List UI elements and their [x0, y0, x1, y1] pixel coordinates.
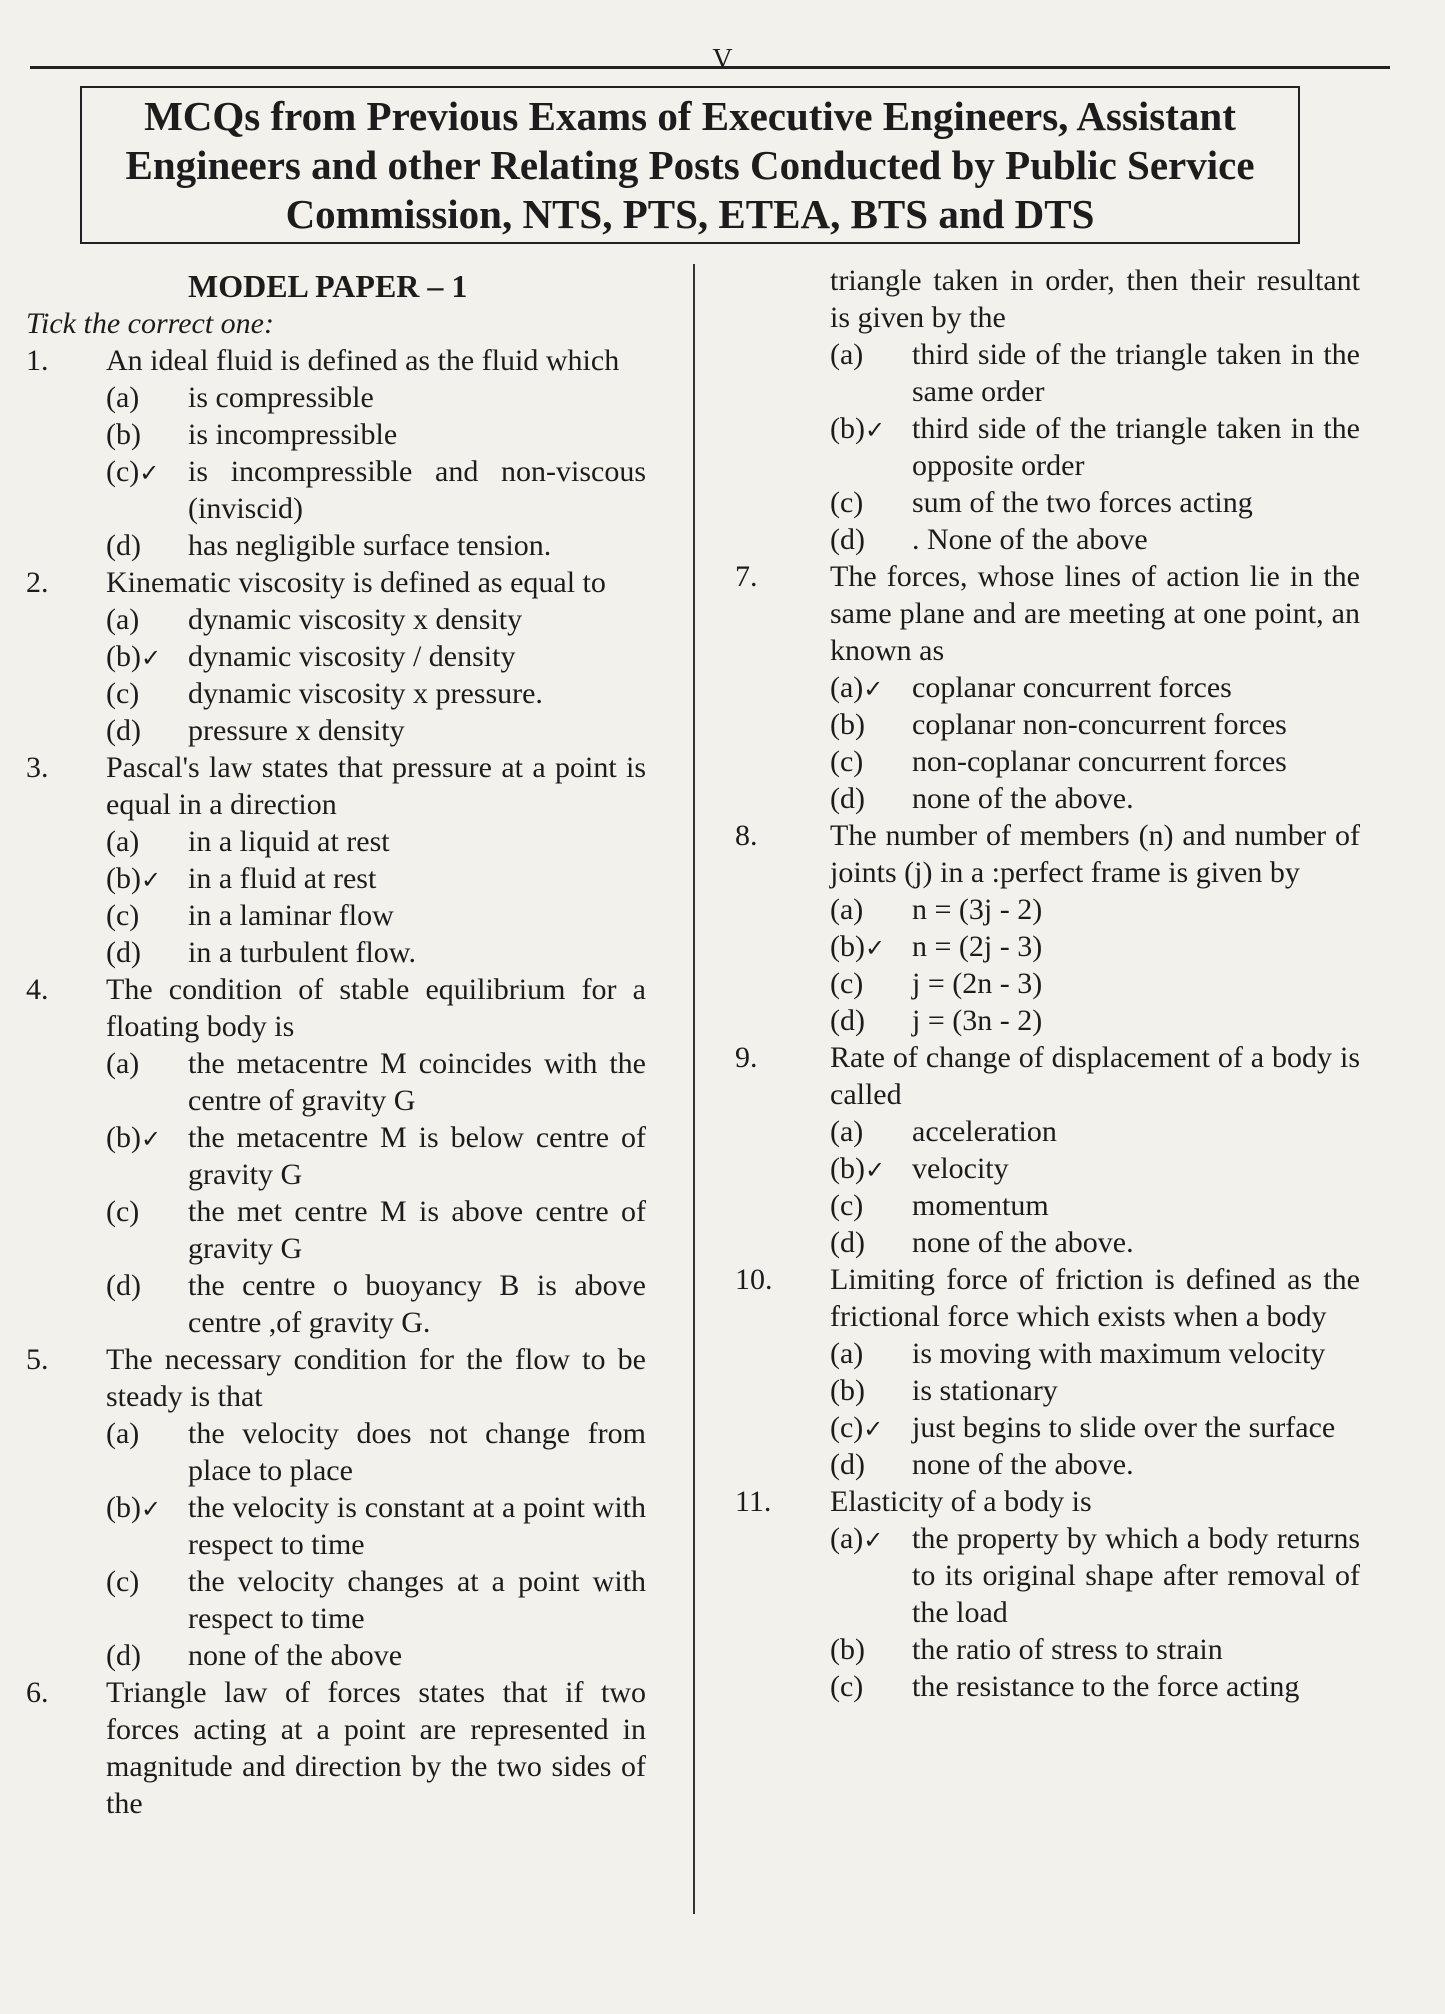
option-letter: (c)	[106, 677, 140, 710]
option-letter: (d)	[106, 529, 141, 562]
option-text: third side of the triangle taken in the opposite order	[912, 412, 1360, 482]
option-letter: (b)	[106, 418, 141, 451]
option-label	[106, 379, 186, 416]
option-letter: (d)	[106, 936, 141, 969]
question-item	[26, 564, 646, 749]
question-text: An ideal fluid is defined as the fluid which	[106, 344, 620, 377]
option-text: third side of the triangle taken in the same order	[912, 338, 1360, 408]
question-text: Kinematic viscosity is defined as equal to	[106, 566, 606, 599]
option-text: dynamic viscosity / density	[188, 640, 516, 673]
answer-option	[830, 410, 1360, 484]
option-letter: (c)	[830, 967, 864, 1000]
answer-option	[106, 1119, 646, 1193]
option-label	[830, 669, 910, 708]
option-letter: (c)	[830, 486, 864, 519]
option-label	[830, 1520, 910, 1559]
question-number: 9.	[735, 1041, 758, 1074]
option-label	[106, 1489, 186, 1528]
option-label	[830, 1409, 910, 1448]
answer-option	[106, 1045, 646, 1119]
answer-option	[830, 1187, 1360, 1224]
option-letter: (a)	[830, 1337, 864, 1370]
check-mark-icon: ✓	[864, 934, 886, 962]
option-letter: (d)	[830, 1004, 865, 1037]
answer-option	[830, 743, 1360, 780]
option-label	[106, 934, 186, 971]
option-label	[106, 1563, 186, 1600]
answer-option	[830, 928, 1360, 965]
title-line: Commission, NTS, PTS, ETEA, BTS and DTS	[285, 190, 1095, 237]
question-number: 2.	[26, 566, 49, 599]
option-text: is incompressible	[188, 418, 398, 451]
answer-option	[830, 965, 1360, 1002]
left-question-list	[26, 342, 646, 1822]
question-item	[26, 1341, 646, 1674]
option-letter: (b)	[830, 930, 865, 963]
answer-option	[106, 453, 646, 527]
option-text: the resistance to the force acting	[912, 1670, 1300, 1703]
question-6-continuation: triangle taken in order, then their resultant is given by the	[830, 264, 1360, 334]
option-label	[830, 1002, 910, 1039]
question-number: 10.	[735, 1263, 773, 1296]
answer-option	[830, 521, 1360, 558]
option-label	[830, 484, 910, 521]
answer-option	[830, 780, 1360, 817]
option-text: none of the above.	[912, 782, 1134, 815]
option-label	[830, 1446, 910, 1483]
option-label	[830, 891, 910, 928]
option-label	[106, 416, 186, 453]
option-text: the velocity does not change from place to place	[188, 1417, 646, 1487]
option-text: n = (3j - 2)	[912, 893, 1043, 926]
option-list	[106, 1415, 646, 1674]
option-label	[830, 1631, 910, 1668]
question-item	[735, 1261, 1360, 1483]
option-text: is compressible	[188, 381, 374, 414]
option-label	[106, 1637, 186, 1674]
question-text: Elasticity of a body is	[830, 1485, 1092, 1518]
option-letter: (c)	[830, 1670, 864, 1703]
option-text: none of the above.	[912, 1226, 1134, 1259]
option-text: n = (2j - 3)	[912, 930, 1043, 963]
answer-option	[830, 891, 1360, 928]
option-letter: (a)	[106, 825, 140, 858]
title-line: Engineers and other Relating Posts Conducted by Public Service	[125, 141, 1255, 188]
question-item	[735, 1039, 1360, 1261]
option-list	[106, 601, 646, 749]
option-label	[830, 706, 910, 743]
option-text: the property by which a body returns to its original shape after removal of the load	[912, 1522, 1360, 1629]
question-item	[735, 817, 1360, 1039]
option-text: is moving with maximum velocity	[912, 1337, 1326, 1370]
option-text: non-coplanar concurrent forces	[912, 745, 1287, 778]
option-letter: (a)	[830, 1115, 864, 1148]
question-text: Rate of change of displacement of a body is called	[830, 1041, 1360, 1111]
option-letter: (b)	[106, 640, 141, 673]
question-number: 3.	[26, 751, 49, 784]
option-list	[106, 823, 646, 971]
answer-option	[830, 1446, 1360, 1483]
option-text: velocity	[912, 1152, 1009, 1185]
instruction: Tick the correct one:	[26, 307, 274, 340]
option-text: the metacentre M coincides with the centre of gravity G	[188, 1047, 646, 1117]
option-letter: (d)	[830, 1226, 865, 1259]
option-text: in a fluid at rest	[188, 862, 377, 895]
option-label	[106, 1267, 186, 1304]
option-letter: (c)	[106, 1195, 140, 1228]
question-6-options	[735, 336, 1360, 558]
option-label	[830, 780, 910, 817]
option-text: coplanar non-concurrent forces	[912, 708, 1287, 741]
option-text: j = (3n - 2)	[912, 1004, 1043, 1037]
option-letter: (b)	[106, 1491, 141, 1524]
question-item	[26, 1674, 646, 1822]
question-text: The number of members (n) and number of joints (j) in a :perfect frame is given by	[830, 819, 1360, 889]
question-text: Pascal's law states that pressure at a point is equal in a direction	[106, 751, 646, 821]
check-mark-icon: ✓	[863, 1415, 884, 1443]
option-label	[830, 1335, 910, 1372]
question-number: 1.	[26, 344, 49, 377]
answer-option	[106, 1193, 646, 1267]
option-label	[830, 1187, 910, 1224]
option-letter: (a)	[830, 893, 864, 926]
answer-option	[106, 638, 646, 675]
column-divider	[693, 264, 695, 1914]
answer-option	[106, 527, 646, 564]
check-mark-icon: ✓	[864, 416, 886, 444]
option-list	[106, 379, 646, 564]
answer-option	[106, 934, 646, 971]
option-text: is incompressible and non-viscous (inviscid)	[188, 455, 646, 525]
option-letter: (b)	[830, 412, 865, 445]
check-mark-icon: ✓	[140, 1495, 162, 1523]
option-label	[830, 1150, 910, 1189]
option-list	[830, 1520, 1360, 1705]
option-text: the velocity changes at a point with respect to time	[188, 1565, 646, 1635]
option-label	[830, 965, 910, 1002]
option-label	[106, 1193, 186, 1230]
option-letter: (b)	[830, 1633, 865, 1666]
option-label	[106, 712, 186, 749]
answer-option	[106, 1637, 646, 1674]
option-letter: (c)	[830, 1411, 864, 1444]
option-list	[106, 1045, 646, 1341]
question-item	[26, 749, 646, 971]
option-letter: (b)	[830, 1152, 865, 1185]
option-label	[830, 928, 910, 967]
option-label	[830, 1224, 910, 1261]
option-text: the met centre M is above centre of gravity G	[188, 1195, 646, 1265]
question-number: 8.	[735, 819, 758, 852]
option-text: in a turbulent flow.	[188, 936, 417, 969]
answer-option	[830, 1113, 1360, 1150]
option-letter: (c)	[830, 745, 864, 778]
title-line: MCQs from Previous Exams of Executive Engineers, Assistant	[144, 92, 1236, 139]
question-item	[26, 342, 646, 564]
answer-option	[830, 1224, 1360, 1261]
option-letter: (a)	[106, 603, 140, 636]
option-text: momentum	[912, 1189, 1049, 1222]
answer-option	[106, 897, 646, 934]
question-number: 5.	[26, 1343, 49, 1376]
option-letter: (c)	[830, 1189, 864, 1222]
answer-option	[106, 1563, 646, 1637]
answer-option	[106, 1489, 646, 1563]
option-label	[106, 860, 186, 899]
option-letter: (d)	[830, 782, 865, 815]
question-number: 7.	[735, 560, 758, 593]
answer-option	[830, 1335, 1360, 1372]
option-letter: (a)	[830, 671, 864, 704]
option-text: is stationary	[912, 1374, 1058, 1407]
option-letter: (b)	[106, 862, 141, 895]
answer-option	[830, 336, 1360, 410]
option-label	[106, 1415, 186, 1452]
question-text: Limiting force of friction is defined as the frictional force which exists when a body	[830, 1263, 1360, 1333]
option-letter: (d)	[106, 714, 141, 747]
option-text: the velocity is constant at a point with respect to time	[188, 1491, 646, 1561]
question-item	[26, 971, 646, 1341]
option-text: acceleration	[912, 1115, 1057, 1148]
question-text: The condition of stable equilibrium for a floating body is	[106, 973, 646, 1043]
option-label	[106, 1045, 186, 1082]
top-rule	[30, 66, 1390, 69]
option-label	[106, 675, 186, 712]
option-text: the centre o buoyancy B is above centre ,of gravity G.	[188, 1269, 646, 1339]
option-letter: (c)	[106, 455, 140, 488]
option-letter: (d)	[830, 523, 865, 556]
option-label	[830, 521, 910, 558]
option-label	[106, 601, 186, 638]
option-text: none of the above	[188, 1639, 403, 1672]
option-text: the metacentre M is below centre of gravity G	[188, 1121, 646, 1191]
page-number: V	[712, 44, 733, 75]
answer-option	[106, 379, 646, 416]
option-label	[106, 1119, 186, 1158]
option-label	[106, 638, 186, 677]
question-number: 6.	[26, 1676, 49, 1709]
option-list	[830, 669, 1360, 817]
answer-option	[830, 1409, 1360, 1446]
option-text: dynamic viscosity x pressure.	[188, 677, 543, 710]
check-mark-icon: ✓	[863, 1526, 884, 1554]
answer-option	[106, 712, 646, 749]
option-label	[830, 743, 910, 780]
option-text: in a laminar flow	[188, 899, 394, 932]
answer-option	[830, 1520, 1360, 1631]
answer-option	[106, 601, 646, 638]
right-column	[735, 262, 1360, 1705]
option-label	[830, 1372, 910, 1409]
option-letter: (b)	[830, 1374, 865, 1407]
option-letter: (b)	[106, 1121, 141, 1154]
option-letter: (a)	[106, 1047, 140, 1080]
option-list	[830, 1113, 1360, 1261]
answer-option	[830, 484, 1360, 521]
option-list	[830, 891, 1360, 1039]
option-label	[830, 336, 910, 373]
option-label	[830, 1668, 910, 1705]
answer-option	[106, 860, 646, 897]
answer-option	[106, 1415, 646, 1489]
option-letter: (b)	[830, 708, 865, 741]
left-column	[26, 268, 646, 1822]
question-text: Triangle law of forces states that if two forces acting at a point are represented in magnitude and direction by the two sides of the	[106, 1676, 646, 1820]
answer-option	[830, 1150, 1360, 1187]
answer-option	[830, 1002, 1360, 1039]
option-letter: (c)	[106, 1565, 140, 1598]
check-mark-icon: ✓	[864, 1156, 886, 1184]
answer-option	[106, 675, 646, 712]
option-label	[106, 527, 186, 564]
option-text: j = (2n - 3)	[912, 967, 1043, 1000]
answer-option	[106, 416, 646, 453]
option-label	[830, 410, 910, 449]
option-label	[106, 823, 186, 860]
option-letter: (c)	[106, 899, 140, 932]
question-item	[735, 558, 1360, 817]
option-label	[830, 1113, 910, 1150]
answer-option	[106, 1267, 646, 1341]
question-text: The necessary condition for the flow to be steady is that	[106, 1343, 646, 1413]
option-text: in a liquid at rest	[188, 825, 390, 858]
answer-option	[106, 823, 646, 860]
option-label	[106, 897, 186, 934]
option-list	[830, 1335, 1360, 1483]
answer-option	[830, 1372, 1360, 1409]
answer-option	[830, 706, 1360, 743]
option-text: none of the above.	[912, 1448, 1134, 1481]
check-mark-icon: ✓	[140, 866, 162, 894]
option-text: pressure x density	[188, 714, 405, 747]
option-letter: (d)	[106, 1269, 141, 1302]
option-letter: (a)	[106, 381, 140, 414]
option-letter: (a)	[830, 338, 864, 371]
right-question-list	[735, 558, 1360, 1705]
check-mark-icon: ✓	[863, 675, 884, 703]
check-mark-icon: ✓	[140, 644, 162, 672]
option-text: has negligible surface tension.	[188, 529, 552, 562]
option-text: dynamic viscosity x density	[188, 603, 523, 636]
title-box	[80, 86, 1300, 244]
answer-option	[830, 1668, 1360, 1705]
check-mark-icon: ✓	[139, 459, 160, 487]
option-letter: (d)	[106, 1639, 141, 1672]
option-letter: (a)	[106, 1417, 140, 1450]
answer-option	[830, 1631, 1360, 1668]
option-text: coplanar concurrent forces	[912, 671, 1232, 704]
option-letter: (a)	[830, 1522, 864, 1555]
check-mark-icon: ✓	[140, 1125, 162, 1153]
question-number: 11.	[735, 1485, 772, 1518]
option-text: sum of the two forces acting	[912, 486, 1253, 519]
question-item	[735, 1483, 1360, 1705]
option-letter: (d)	[830, 1448, 865, 1481]
question-text: The forces, whose lines of action lie in the same plane and are meeting at one point, an known as	[830, 560, 1360, 667]
option-text: the ratio of stress to strain	[912, 1633, 1223, 1666]
option-text: just begins to slide over the surface	[912, 1411, 1336, 1444]
paper-title: MODEL PAPER – 1	[188, 268, 468, 304]
question-number: 4.	[26, 973, 49, 1006]
option-label	[106, 453, 186, 492]
answer-option	[830, 669, 1360, 706]
option-text: . None of the above	[912, 523, 1148, 556]
